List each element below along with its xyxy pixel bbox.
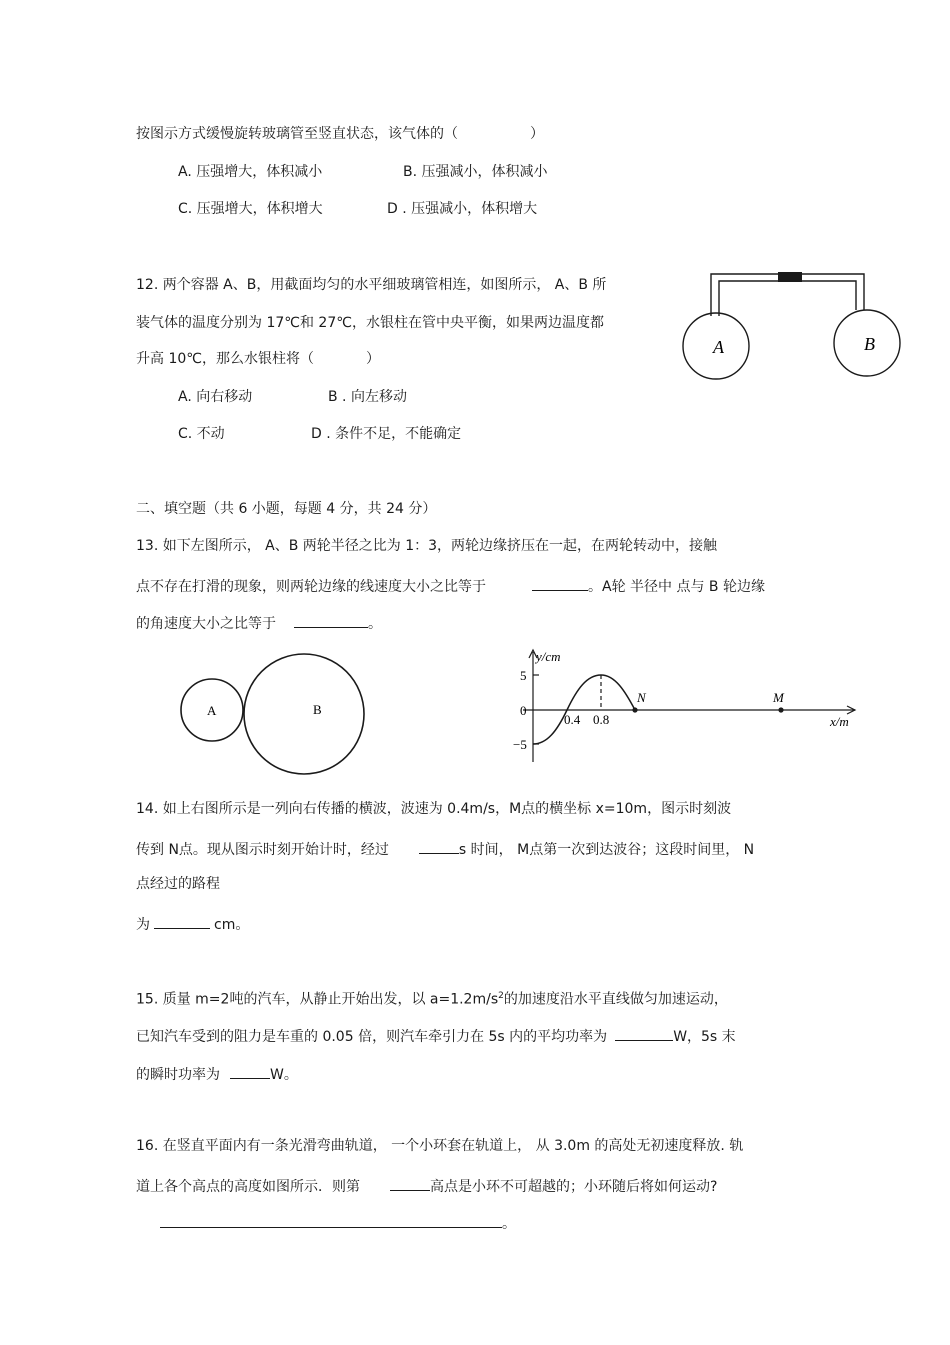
q16-blank-2 [160,1212,502,1228]
y-tick-minus-5: −5 [513,737,527,752]
q14-line-2: 传到 N点。现从图示时刻开始计时，经过 s 时间， M点第一次到达波谷；这段时间里， N [136,838,754,859]
origin-label: 0 [520,703,527,718]
q12-containers-figure [680,268,902,383]
x-tick-0-4: 0.4 [564,712,581,727]
q13-line-2: 点不存在打滑的现象，则两轮边缘的线速度大小之比等于 。A轮 半径中 点与 B 轮边缘 [136,575,765,596]
transverse-wave-figure [505,646,865,766]
q13-line-1: 13. 如下左图所示， A、B 两轮半径之比为 1：3，两轮边缘挤压在一起，在两轮转动中，接触 [136,538,718,554]
y-tick-5: 5 [520,668,527,683]
wheel-b [244,654,364,774]
q15-blank-2 [230,1063,270,1079]
q16-line-2: 道上各个高点的高度如图所示．则第 高点是小环不可超越的；小环随后将如何运动? [136,1175,717,1196]
q14-line-4: 为 cm。 [136,913,249,934]
q12-line-3: 升高 10℃，那么水银柱将（ ） [136,351,380,367]
label-b: B [864,334,875,354]
q15-line-2: 已知汽车受到的阻力是车重的 0.05 倍，则汽车牵引力在 5s 内的平均功率为 W，5s 末 [136,1025,736,1046]
point-m-label: M [773,690,784,705]
q12-option-d: D . 条件不足，不能确定 [311,426,462,442]
mercury-column [778,272,802,282]
point-n-dot [632,707,637,712]
q11-option-a: A. 压强增大，体积减小 [178,164,323,180]
q11-stem: 按图示方式缓慢旋转玻璃管至竖直状态，该气体的（ ） [136,126,544,142]
q11-option-b: B. 压强减小，体积减小 [403,164,548,180]
q11-option-c: C. 压强增大，体积增大 [178,201,323,217]
q12-line-1: 12. 两个容器 A、B，用截面均匀的水平细玻璃管相连，如图所示， A、B 所 [136,277,607,293]
wheel-a-label: A [207,703,217,718]
q13-blank-1 [532,575,588,591]
q13-line-3: 的角速度大小之比等于 。 [136,612,382,633]
q14-blank-1 [419,838,459,854]
q14-blank-2 [154,913,210,929]
q12-option-a: A. 向右移动 [178,389,253,405]
q12-option-c: C. 不动 [178,426,225,442]
q14-line-1: 14. 如上右图所示是一列向右传播的横波，波速为 0.4m/s，M点的横坐标 x=10m，图示时刻波 [136,801,732,817]
q13-wheels-figure [178,648,368,780]
q11-option-d: D . 压强减小，体积增大 [387,201,538,217]
x-axis-label: x/m [830,714,849,729]
section-2-title: 二、填空题（共 6 小题，每题 4 分，共 24 分） [136,501,437,517]
y-axis-label: y/cm [536,649,561,664]
q12-line-2: 装气体的温度分别为 17℃和 27℃，水银柱在管中央平衡，如果两边温度都 [136,315,604,331]
q12-option-b: B . 向左移动 [328,389,407,405]
point-n-label: N [637,690,646,705]
q14-line-3: 点经过的路程 [136,876,220,892]
q15-line-1: 15. 质量 m=2吨的汽车，从静止开始出发，以 $a=1.2m/s^2$的加速度沿水平直线做匀加速运动， [136,991,728,1008]
q15-blank-1 [615,1025,673,1041]
label-a: A [713,337,724,357]
q13-blank-2 [294,612,368,628]
q16-line-3: 。 [160,1212,516,1233]
q16-blank-1 [390,1175,430,1191]
x-tick-0-8: 0.8 [593,712,610,727]
q15-line-3: 的瞬时功率为 W。 [136,1063,298,1084]
point-m-dot [778,707,783,712]
q16-line-1: 16. 在竖直平面内有一条光滑弯曲轨道， 一个小环套在轨道上， 从 3.0m 的高处无初速度释放. 轨 [136,1138,744,1154]
wheel-b-label: B [313,702,322,717]
